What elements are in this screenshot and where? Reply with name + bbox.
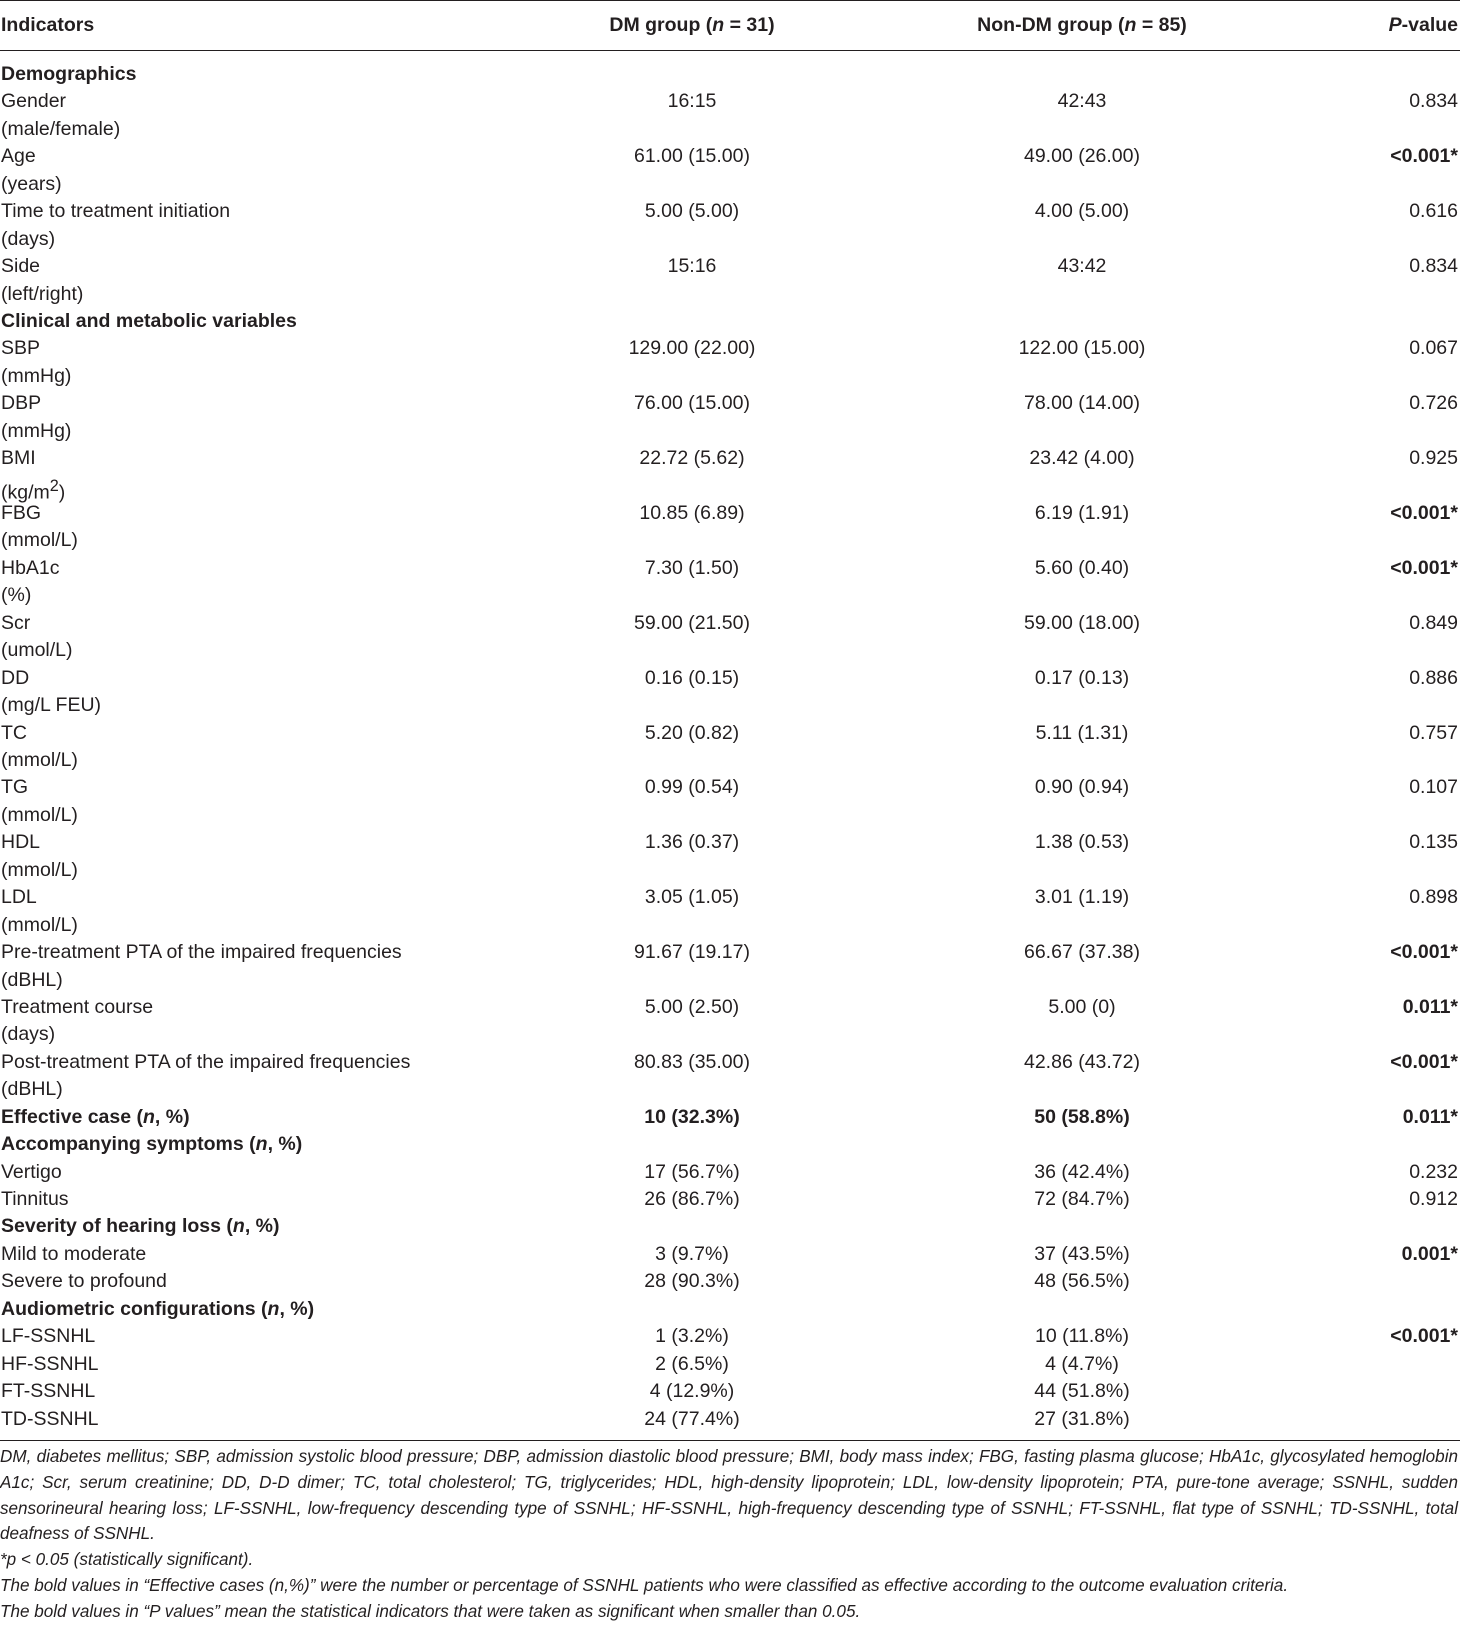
table-row <box>0 665 1460 692</box>
p-value: 0.886 <box>1409 666 1458 689</box>
row-label <box>1 1131 302 1158</box>
table-row <box>0 747 1460 774</box>
row-label-text: LDL <box>1 886 37 909</box>
row-label-text: TC <box>1 721 27 744</box>
row-label-italic: n <box>267 1297 280 1320</box>
header-dm-pre: DM group ( <box>609 14 713 36</box>
row-label <box>1 198 230 225</box>
row-label-text: (umol/L) <box>1 639 73 662</box>
row-label-text: Severity of hearing loss ( <box>1 1215 233 1238</box>
row-label <box>1 912 78 939</box>
non-dm-group-value: 50 (58.8%) <box>1034 1105 1130 1128</box>
dm-group-value: 10 (32.3%) <box>644 1105 740 1128</box>
header-nondm-pre: Non-DM group ( <box>977 14 1125 36</box>
row-label-text: Severe to profound <box>1 1270 167 1293</box>
row-label-text: Pre-treatment PTA of the impaired frequencies <box>1 941 402 964</box>
row-label <box>1 418 71 445</box>
non-dm-group-value: 42:43 <box>1057 90 1107 113</box>
table-row <box>0 281 1460 308</box>
row-label <box>1 829 40 856</box>
row-label-text: Mild to moderate <box>1 1242 147 1265</box>
p-value: 0.067 <box>1409 337 1458 360</box>
non-dm-group-value: 5.00 (0) <box>1048 995 1116 1018</box>
row-label-text: (left/right) <box>1 282 84 305</box>
table-row <box>0 1323 1460 1350</box>
row-label-text: TG <box>1 776 29 799</box>
row-label-text: DBP <box>1 392 42 415</box>
row-label <box>1 281 83 308</box>
table-row <box>0 1406 1460 1433</box>
table-row <box>0 829 1460 856</box>
row-label-text: (dBHL) <box>1 968 63 991</box>
table-row <box>0 1021 1460 1048</box>
row-label <box>1 1104 190 1131</box>
row-label-text: (male/female) <box>1 117 121 140</box>
p-value: 0.232 <box>1409 1160 1458 1183</box>
non-dm-group-value: 10 (11.8%) <box>1035 1325 1129 1348</box>
row-label-text: LF-SSNHL <box>1 1325 96 1348</box>
non-dm-group-value: 59.00 (18.00) <box>1023 611 1141 634</box>
non-dm-group-value: 122.00 (15.00) <box>1018 337 1146 360</box>
header-p-value <box>1389 14 1458 37</box>
row-label <box>1 335 40 362</box>
row-label <box>1 1049 410 1076</box>
table-row <box>0 967 1460 994</box>
row-label <box>1 1076 63 1103</box>
section-row <box>0 61 1460 88</box>
p-value: <0.001* <box>1390 556 1458 579</box>
p-value: 0.849 <box>1409 611 1458 634</box>
table-row <box>0 88 1460 115</box>
dm-group-value: 5.00 (2.50) <box>644 995 740 1018</box>
row-label <box>1 665 29 692</box>
dm-group-value: 59.00 (21.50) <box>633 611 751 634</box>
row-label <box>1 1351 99 1378</box>
row-label <box>1 171 62 198</box>
table-row <box>0 555 1460 582</box>
row-label-text: (years) <box>1 172 62 195</box>
table-row <box>0 637 1460 664</box>
row-label-text: Scr <box>1 611 31 634</box>
row-label-italic: n <box>232 1215 245 1238</box>
row-label <box>1 857 78 884</box>
row-label-suffix: , %) <box>154 1105 190 1128</box>
row-label <box>1 61 136 88</box>
row-label-suffix: , %) <box>279 1297 315 1320</box>
row-label-text: Time to treatment initiation <box>1 200 231 223</box>
dm-group-value: 17 (56.7%) <box>644 1160 740 1183</box>
header-p-italic: P <box>1388 14 1402 36</box>
row-label-text: (mmol/L) <box>1 803 78 826</box>
row-label <box>1 994 153 1021</box>
row-label-text: (days) <box>1 227 56 250</box>
p-value: 0.757 <box>1409 721 1458 744</box>
row-label-text: (mmol/L) <box>1 749 78 771</box>
table-row <box>0 939 1460 966</box>
header-nondm-n: n <box>1124 14 1137 36</box>
dm-group-value: 3.05 (1.05) <box>644 886 740 909</box>
p-value: 0.011* <box>1402 1105 1458 1128</box>
footnote-abbreviations: DM, diabetes mellitus; SBP, admission systolic blood pressure; DBP, admission diastolic blood pressure; BMI, body mass index; FBG, fasting plasma glucose; HbA1c, glycosylated hemoglobin A1c; Scr, serum creatinine; DD, D-D dimer; TC, total cholesterol; TG, triglycerides; HDL, high-density lipoprotein; LDL, low-density lipoprotein; PTA, pure-tone average; SSNHL, sudden sensorineural hearing loss; LF-SSNHL, low-frequency descending type of SSNHL; HF-SSNHL, high-frequency descending type of SSNHL; FT-SSNHL, flat type of SSNHL; TD-SSNHL, total deafness of SSNHL. <box>0 1447 1458 1544</box>
row-label <box>1 802 78 829</box>
dm-group-value: 2 (6.5%) <box>655 1352 729 1375</box>
row-label-text: BMI <box>1 447 36 470</box>
row-label-text: (days) <box>1 1023 56 1046</box>
table-row <box>0 418 1460 445</box>
dm-group-value: 129.00 (22.00) <box>628 337 756 360</box>
table-row <box>0 582 1460 609</box>
row-label <box>1 1268 167 1295</box>
non-dm-group-value: 49.00 (26.00) <box>1023 145 1141 168</box>
footnote-p-values: The bold values in “P values” mean the statistical indicators that were taken as significant when smaller than 0.05. <box>0 1601 861 1621</box>
non-dm-group-value: 5.11 (1.31) <box>1035 721 1129 744</box>
dm-group-value: 3 (9.7%) <box>655 1242 729 1265</box>
non-dm-group-value: 0.90 (0.94) <box>1034 776 1130 799</box>
row-label <box>1 88 66 115</box>
row-label-text: HDL <box>1 831 41 854</box>
p-value: 0.834 <box>1409 255 1458 278</box>
p-value: 0.898 <box>1409 886 1458 909</box>
table-row <box>0 1159 1460 1186</box>
table-row <box>0 363 1460 390</box>
table-row <box>0 774 1460 801</box>
non-dm-group-value: 23.42 (4.00) <box>1029 447 1135 470</box>
row-label <box>1 1378 95 1405</box>
header-indicators: Indicators <box>1 14 95 36</box>
row-label <box>1 582 31 609</box>
dm-group-value: 61.00 (15.00) <box>633 145 751 168</box>
row-label-text: Post-treatment PTA of the impaired frequencies <box>1 1050 411 1073</box>
row-label <box>1 637 73 664</box>
non-dm-group-value: 42.86 (43.72) <box>1023 1050 1141 1073</box>
non-dm-group-value: 1.38 (0.53) <box>1034 831 1130 854</box>
row-label <box>1 1406 99 1433</box>
row-label-text: (mmHg) <box>1 419 72 442</box>
p-value: 0.011* <box>1402 995 1458 1018</box>
table-row <box>0 527 1460 554</box>
table-row <box>0 720 1460 747</box>
p-value: 0.001* <box>1401 1242 1458 1265</box>
dm-group-value: 1.36 (0.37) <box>644 831 740 854</box>
row-label-text: (dBHL) <box>1 1078 63 1101</box>
row-label-text: Audiometric configurations ( <box>1 1297 268 1320</box>
row-label-text: Accompanying symptoms ( <box>1 1133 256 1156</box>
header-dm-post: = 31) <box>724 14 775 36</box>
row-label-text: DD <box>1 666 30 689</box>
table-row <box>0 226 1460 253</box>
p-value: 0.834 <box>1409 90 1458 113</box>
dm-group-value: 4 (12.9%) <box>649 1380 735 1403</box>
row-label <box>1 308 297 335</box>
table-row <box>0 610 1460 637</box>
p-value: <0.001* <box>1390 502 1458 525</box>
row-label-text: TD-SSNHL <box>1 1407 99 1430</box>
non-dm-group-value: 78.00 (14.00) <box>1023 392 1141 415</box>
p-value: 0.616 <box>1409 200 1458 223</box>
dm-group-value: 26 (86.7%) <box>644 1188 740 1211</box>
row-label-text: HF-SSNHL <box>1 1352 99 1375</box>
row-label <box>1 1213 280 1240</box>
p-value: <0.001* <box>1390 1325 1458 1348</box>
row-label <box>1 253 40 280</box>
table-row <box>0 473 1460 504</box>
row-label <box>1 555 60 582</box>
row-label <box>1 610 30 637</box>
row-label-text: (kg/m <box>1 481 50 504</box>
row-label-text: Tinnitus <box>1 1188 69 1211</box>
table-row <box>0 198 1460 225</box>
p-value: <0.001* <box>1390 145 1458 168</box>
header-p-rest: -value <box>1401 14 1458 36</box>
row-label <box>1 143 36 170</box>
header-rule <box>0 50 1460 51</box>
non-dm-group-value: 44 (51.8%) <box>1034 1380 1130 1403</box>
header-dm-group <box>609 14 774 37</box>
non-dm-group-value: 5.60 (0.40) <box>1034 556 1130 579</box>
row-label-text: (mmol/L) <box>1 858 78 881</box>
section-row <box>0 1131 1460 1158</box>
table-row <box>0 994 1460 1021</box>
non-dm-group-value: 0.17 (0.13) <box>1034 666 1130 689</box>
row-label <box>1 500 41 527</box>
table-footnotes <box>0 1444 1458 1625</box>
table-row <box>0 1076 1460 1103</box>
non-dm-group-value: 6.19 (1.91) <box>1034 502 1130 525</box>
non-dm-group-value: 4 (4.7%) <box>1045 1352 1119 1375</box>
dm-group-value: 0.99 (0.54) <box>644 776 740 799</box>
row-label <box>1 1021 55 1048</box>
p-value: 0.726 <box>1409 392 1458 415</box>
table-header-row <box>0 0 1460 52</box>
table-row <box>0 335 1460 362</box>
table-row <box>0 253 1460 280</box>
table-row <box>0 912 1460 939</box>
table-row <box>0 500 1460 527</box>
table-row <box>0 1351 1460 1378</box>
table-row <box>0 1268 1460 1295</box>
non-dm-group-value: 27 (31.8%) <box>1034 1407 1130 1430</box>
row-label-text: (%) <box>1 584 32 607</box>
row-label-suffix: , %) <box>267 1133 303 1156</box>
p-value: 0.107 <box>1409 776 1458 799</box>
table-row <box>0 1378 1460 1405</box>
row-label-text: SBP <box>1 337 41 360</box>
header-nondm-group <box>977 14 1187 37</box>
section-row <box>0 1213 1460 1240</box>
section-row <box>0 1104 1460 1131</box>
table-row <box>0 116 1460 143</box>
non-dm-group-value: 72 (84.7%) <box>1034 1188 1130 1211</box>
row-label <box>1 363 71 390</box>
non-dm-group-value: 4.00 (5.00) <box>1034 200 1130 223</box>
row-label <box>1 445 36 472</box>
row-label-text: (mmol/L) <box>1 913 78 936</box>
row-label <box>1 967 63 994</box>
row-label <box>1 1241 146 1268</box>
dm-group-value: 15:16 <box>667 255 717 278</box>
p-value: 0.135 <box>1409 831 1458 854</box>
table-row <box>0 171 1460 198</box>
row-label <box>1 1186 69 1213</box>
footnote-significance: *p < 0.05 (statistically significant). <box>0 1550 254 1570</box>
row-label <box>1 1159 62 1186</box>
bottom-rule <box>0 1440 1460 1441</box>
row-label <box>1 720 27 747</box>
p-value: <0.001* <box>1390 941 1458 964</box>
table-row <box>0 390 1460 417</box>
row-label <box>1 939 402 966</box>
row-label-text: (mmHg) <box>1 364 72 387</box>
row-label <box>1 774 28 801</box>
table-row <box>0 1049 1460 1076</box>
p-value: 0.912 <box>1409 1188 1458 1211</box>
table-row <box>0 1186 1460 1213</box>
dm-group-value: 91.67 (19.17) <box>633 941 751 964</box>
header-dm-n: n <box>712 14 725 36</box>
table-row <box>0 884 1460 911</box>
row-label-text: Demographics <box>1 63 137 85</box>
row-label <box>1 884 37 911</box>
non-dm-group-value: 48 (56.5%) <box>1034 1270 1130 1293</box>
table-row <box>0 1241 1460 1268</box>
table-row <box>0 143 1460 170</box>
row-label-text: Age <box>1 145 36 168</box>
non-dm-group-value: 3.01 (1.19) <box>1034 886 1130 909</box>
row-label-text: Treatment course <box>1 995 154 1018</box>
non-dm-group-value: 43:42 <box>1057 255 1107 278</box>
dm-group-value: 24 (77.4%) <box>644 1407 740 1430</box>
dm-group-value: 10.85 (6.89) <box>639 502 745 525</box>
row-label-text: (mg/L FEU) <box>1 694 102 717</box>
p-value: 0.925 <box>1409 447 1458 470</box>
dm-group-value: 0.16 (0.15) <box>644 666 740 689</box>
row-label-italic: n <box>143 1105 155 1128</box>
row-label-text: Vertigo <box>1 1160 62 1183</box>
dm-group-value: 22.72 (5.62) <box>639 447 745 470</box>
dm-group-value: 5.00 (5.00) <box>644 200 740 223</box>
dm-group-value: 5.20 (0.82) <box>644 721 740 744</box>
row-label <box>1 747 78 774</box>
dm-group-value: 28 (90.3%) <box>644 1270 740 1293</box>
row-label-text: Gender <box>1 90 67 113</box>
row-label <box>1 1296 314 1323</box>
row-label-text: HbA1c <box>1 556 60 579</box>
row-label-text: Clinical and metabolic variables <box>1 309 297 332</box>
row-label <box>1 390 41 417</box>
row-label-text: FT-SSNHL <box>1 1380 96 1403</box>
footnote-effective: The bold values in “Effective cases (n,%)” were the number or percentage of SSNHL patients who were classified as effective according to the outcome evaluation criteria. <box>0 1575 1289 1595</box>
dm-group-value: 16:15 <box>667 90 717 113</box>
non-dm-group-value: 36 (42.4%) <box>1034 1160 1130 1183</box>
row-label-suffix: , %) <box>244 1215 280 1238</box>
table-row <box>0 445 1460 472</box>
row-label-superscript: 2 <box>49 476 59 495</box>
dm-group-value: 76.00 (15.00) <box>633 392 751 415</box>
p-value: <0.001* <box>1390 1050 1458 1073</box>
non-dm-group-value: 37 (43.5%) <box>1034 1242 1130 1265</box>
dm-group-value: 80.83 (35.00) <box>633 1050 751 1073</box>
dm-group-value: 7.30 (1.50) <box>644 556 740 579</box>
non-dm-group-value: 66.67 (37.38) <box>1023 941 1141 964</box>
table-row <box>0 692 1460 719</box>
header-nondm-post: = 85) <box>1136 14 1187 36</box>
row-label-text: FBG <box>1 502 42 525</box>
section-row <box>0 308 1460 335</box>
row-label <box>1 1323 95 1350</box>
row-label <box>1 527 78 554</box>
dm-group-value: 1 (3.2%) <box>655 1325 729 1348</box>
section-row <box>0 1296 1460 1323</box>
row-label-text: Side <box>1 255 41 278</box>
table-row <box>0 857 1460 884</box>
row-label <box>1 116 120 143</box>
row-label-suffix: ) <box>58 481 66 504</box>
row-label <box>1 692 101 719</box>
row-label <box>1 226 55 253</box>
row-label-text: (mmol/L) <box>1 529 78 552</box>
row-label-text: Effective case ( <box>1 1105 143 1128</box>
row-label-italic: n <box>255 1133 268 1156</box>
table-row <box>0 802 1460 829</box>
